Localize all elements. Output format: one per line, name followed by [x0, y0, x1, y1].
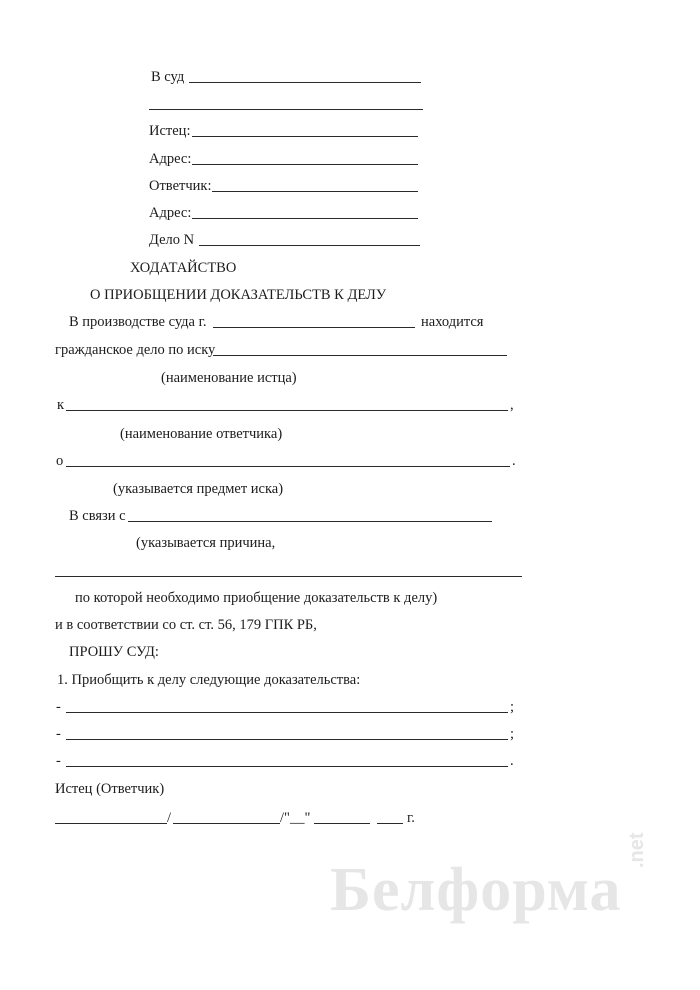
request-item-1: 1. Приобщить к делу следующие доказательства: [57, 672, 361, 688]
defendant-address-field[interactable] [192, 218, 418, 219]
evidence-field[interactable] [66, 712, 508, 713]
evidence-end: ; [510, 726, 515, 742]
to-suffix: , [510, 397, 514, 413]
court-name-field[interactable] [189, 82, 421, 83]
evidence-field[interactable] [66, 739, 508, 740]
request-heading: ПРОШУ СУД: [69, 644, 159, 660]
defendant-name-field[interactable] [66, 410, 508, 411]
evidence-end: . [510, 753, 514, 769]
accordance-text: и в соответствии со ст. ст. 56, 179 ГПК РБ, [55, 617, 317, 633]
plaintiff-name-hint: (наименование истца) [161, 370, 297, 386]
court-label: В суд [151, 69, 185, 85]
evidence-dash: - [56, 699, 61, 715]
date-month-field[interactable] [314, 823, 370, 824]
signature-field[interactable] [55, 823, 167, 824]
evidence-dash: - [56, 726, 61, 742]
in-connection-text: В связи с [69, 508, 126, 524]
to-prefix: к [57, 397, 65, 413]
reason-hint-cont: по которой необходимо приобщение доказательств к делу) [75, 590, 438, 606]
signature-label: Истец (Ответчик) [55, 781, 165, 797]
claim-subject-hint: (указывается предмет иска) [113, 481, 284, 497]
defendant-field[interactable] [212, 191, 418, 192]
plaintiff-field[interactable] [192, 136, 418, 137]
date-year-field[interactable] [377, 823, 403, 824]
brand-watermark: Белформа [330, 856, 622, 924]
signature-name-field[interactable] [173, 823, 280, 824]
evidence-end: ; [510, 699, 515, 715]
court-name-field-line2[interactable] [149, 109, 423, 110]
about-prefix: о [56, 453, 64, 469]
signature-slash: / [167, 810, 172, 826]
plaintiff-address-label: Адрес: [149, 151, 192, 167]
civil-case-text: гражданское дело по иску [55, 342, 216, 358]
claim-subject-field[interactable] [66, 466, 510, 467]
year-suffix: г. [407, 810, 415, 826]
reason-hint: (указывается причина, [136, 535, 276, 551]
city-field[interactable] [213, 327, 415, 328]
proceeding-tail: находится [421, 314, 484, 330]
proceeding-text: В производстве суда г. [69, 314, 207, 330]
defendant-label: Ответчик: [149, 178, 212, 194]
date-open: /"__" [280, 810, 311, 826]
defendant-address-label: Адрес: [149, 205, 192, 221]
case-number-label: Дело N [149, 232, 195, 248]
document-title: ХОДАТАЙСТВО [130, 260, 237, 276]
case-number-field[interactable] [199, 245, 420, 246]
plaintiff-name-field[interactable] [213, 355, 507, 356]
brand-watermark-suffix: .net [626, 832, 648, 868]
plaintiff-address-field[interactable] [192, 164, 418, 165]
document-subtitle: О ПРИОБЩЕНИИ ДОКАЗАТЕЛЬСТВ К ДЕЛУ [90, 287, 387, 303]
evidence-field[interactable] [66, 766, 508, 767]
defendant-name-hint: (наименование ответчика) [120, 426, 283, 442]
plaintiff-label: Истец: [149, 123, 191, 139]
reason-field[interactable] [128, 521, 492, 522]
evidence-dash: - [56, 753, 61, 769]
about-suffix: . [512, 453, 516, 469]
reason-field-line2[interactable] [55, 576, 522, 577]
